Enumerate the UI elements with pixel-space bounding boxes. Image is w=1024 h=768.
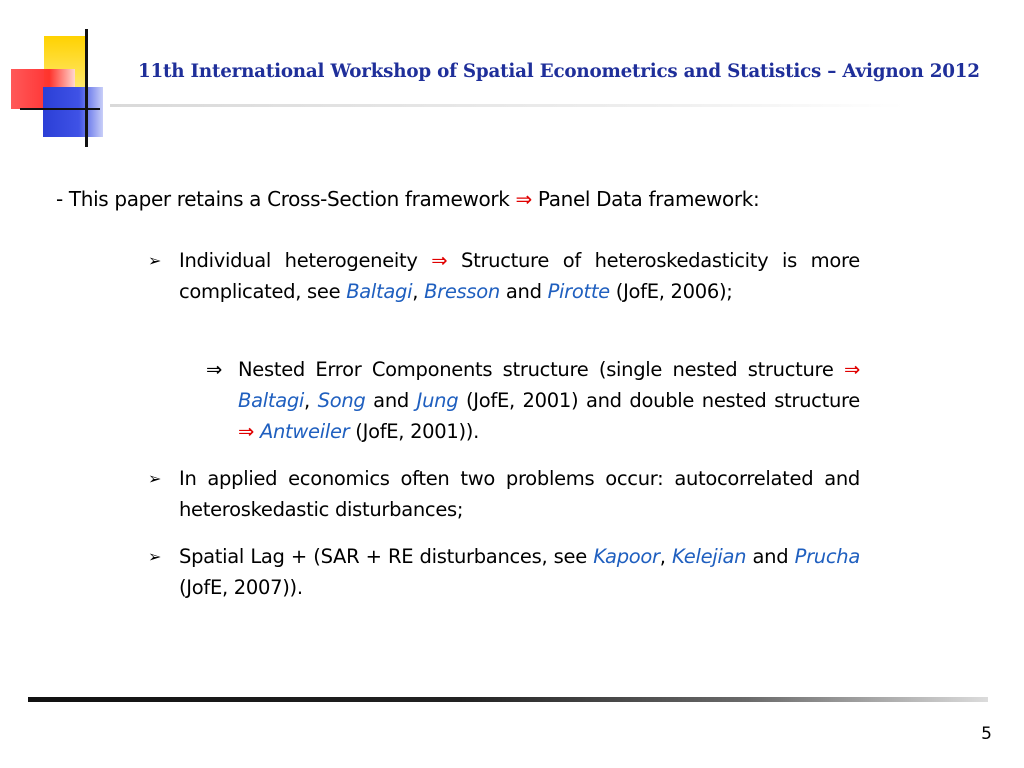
author-name: Jung <box>416 389 459 412</box>
author-name: Prucha <box>794 545 860 568</box>
bullet-applied-economics <box>148 463 860 525</box>
text-run: and <box>499 280 548 303</box>
author-name: Baltagi <box>238 389 305 412</box>
bullet-arrow-icon: ➢ <box>148 251 162 270</box>
text-run: In applied economics often two problems occur: autocorrelated and heteroskedastic disturbances; <box>179 467 860 521</box>
logo-vertical-line <box>85 29 88 147</box>
lead-prefix: - This paper retains a Cross-Section framework <box>56 187 516 211</box>
text-run: Individual heterogeneity <box>179 249 432 272</box>
author-name: Kapoor <box>593 545 660 568</box>
author-name: Antweiler <box>259 420 350 443</box>
bullet-individual-heterogeneity <box>148 245 860 307</box>
text-run: and <box>365 389 417 412</box>
text-run: Structure of heteroskedasticity is more complicated, see <box>179 249 860 303</box>
bullet-spatial-lag <box>148 541 860 603</box>
implies-arrow-icon: ⇒ <box>238 420 255 443</box>
sub-bullet-text <box>206 354 860 447</box>
implies-arrow-icon: ⇒ <box>431 249 448 272</box>
bullet-text <box>148 245 860 307</box>
text-run: Nested Error Components structure (single nested structure <box>238 358 844 381</box>
lead-sentence <box>56 187 759 211</box>
text-run: and <box>746 545 795 568</box>
author-name: Pirotte <box>547 280 610 303</box>
title-divider <box>110 104 905 107</box>
bullet-text <box>148 541 860 603</box>
implies-arrow-icon: ⇒ <box>206 358 223 381</box>
logo-horizontal-line <box>20 108 100 110</box>
footer-divider <box>28 697 988 702</box>
text-run: (JofE, 2006); <box>609 280 733 303</box>
text-run: , <box>304 389 318 412</box>
text-run: , <box>659 545 672 568</box>
logo-blue-square <box>43 87 103 137</box>
implies-arrow-icon: ⇒ <box>515 187 532 211</box>
bullet-arrow-icon: ➢ <box>148 469 162 488</box>
author-name: Kelejian <box>671 545 747 568</box>
text-run: (JofE, 2001) and double nested structure <box>458 389 860 412</box>
text-run: Spatial Lag + (SAR + RE disturbances, see <box>179 545 594 568</box>
author-name: Baltagi <box>346 280 413 303</box>
lead-suffix: Panel Data framework: <box>531 187 760 211</box>
text-run: (JofE, 2001)). <box>349 420 480 443</box>
slide-title: 11th International Workshop of Spatial Econometrics and Statistics – Avignon 2012 <box>138 61 980 82</box>
text-run: (JofE, 2007)). <box>179 576 303 599</box>
author-name: Bresson <box>424 280 500 303</box>
author-name: Song <box>317 389 366 412</box>
page-number: 5 <box>981 724 992 744</box>
text-run: , <box>412 280 425 303</box>
sub-bullet-nested-error <box>206 354 860 447</box>
implies-arrow-icon: ⇒ <box>843 358 860 381</box>
bullet-arrow-icon: ➢ <box>148 547 162 566</box>
bullet-text <box>148 463 860 525</box>
